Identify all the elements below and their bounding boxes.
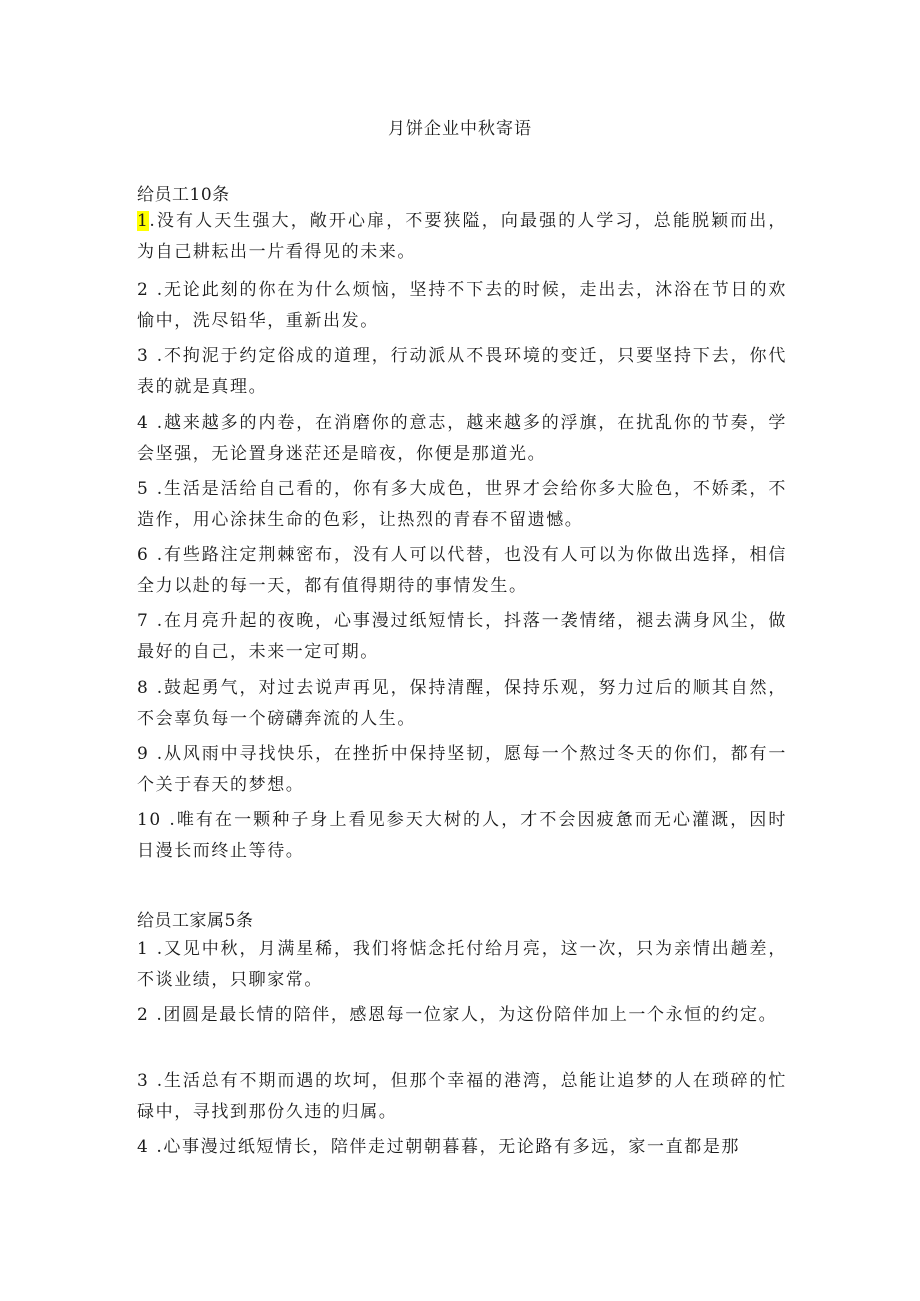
item-number: 4 [137, 1137, 150, 1157]
list-item [137, 275, 787, 337]
item-number: 2 [137, 1005, 150, 1025]
list-item [137, 606, 787, 668]
item-text: .在月亮升起的夜晚，心事漫过纸短情长，抖落一袭情绪，褪去满身风尘，做最好的自己，未来一定可期。 [137, 611, 787, 662]
item-number: 3 [137, 346, 150, 366]
list-item [137, 934, 787, 996]
item-text: .有些路注定荆棘密布，没有人可以代替，也没有人可以为你做出选择，相信全力以赴的每一天，都有值得期待的事情发生。 [137, 545, 787, 596]
list-item [137, 1132, 787, 1163]
item-number: 10 [137, 810, 162, 830]
list-item [137, 540, 787, 602]
item-number: 3 [137, 1071, 150, 1091]
item-number: 6 [137, 545, 150, 565]
item-text: .团圆是最长情的陪伴，感恩每一位家人，为这份陪伴加上一个永恒的约定。 [149, 1005, 778, 1025]
list-item [137, 206, 787, 268]
section-heading-employees: 给员工10条 [137, 185, 230, 205]
list-item [137, 341, 787, 403]
list-item [137, 673, 787, 735]
item-number: 5 [137, 479, 150, 499]
item-number: 4 [137, 413, 150, 433]
item-text: .没有人天生强大，敞开心扉，不要狭隘，向最强的人学习，总能脱颖而出，为自己耕耘出一片看得见的未来。 [137, 211, 787, 262]
item-number: 8 [137, 678, 150, 698]
item-text: .无论此刻的你在为什么烦恼，坚持不下去的时候，走出去，沐浴在节日的欢愉中，洗尽铅华，重新出发。 [137, 280, 787, 331]
item-text: .越来越多的内卷，在消磨你的意志，越来越多的浮旗，在扰乱你的节奏，学会坚强，无论置身迷茫还是暗夜，你便是那道光。 [137, 413, 787, 464]
list-item [137, 805, 787, 867]
item-text: .唯有在一颗种子身上看见参天大树的人，才不会因疲惫而无心灌溉，因时日漫长而终止等待。 [137, 810, 787, 861]
item-number: 2 [137, 280, 150, 300]
list-item [137, 474, 787, 536]
section-heading-families: 给员工家属5条 [137, 911, 254, 931]
item-text: .生活是活给自己看的，你有多大成色，世界才会给你多大脸色，不娇柔，不造作，用心涂抹生命的色彩，让热烈的青春不留遗憾。 [137, 479, 787, 530]
item-text: .从风雨中寻找快乐，在挫折中保持坚韧，愿每一个熬过冬天的你们，都有一个关于春天的梦想。 [137, 744, 787, 795]
item-text: .生活总有不期而遇的坎坷，但那个幸福的港湾，总能让追梦的人在琐碎的忙碌中，寻找到那份久违的归属。 [137, 1071, 787, 1122]
item-number: 1 [137, 939, 150, 959]
item-text: .心事漫过纸短情长，陪伴走过朝朝暮暮，无论路有多远，家一直都是那 [149, 1137, 741, 1157]
item-number: 7 [137, 611, 150, 631]
list-item [137, 408, 787, 470]
item-number: 1 [137, 211, 150, 231]
list-item [137, 1000, 787, 1031]
list-item [137, 739, 787, 801]
list-item [137, 1066, 787, 1128]
page-title: 月饼企业中秋寄语 [388, 119, 532, 139]
item-text: .鼓起勇气，对过去说声再见，保持清醒，保持乐观，努力过后的顺其自然，不会辜负每一个磅礴奔流的人生。 [137, 678, 787, 729]
item-text: .又见中秋，月满星稀，我们将惦念托付给月亮，这一次，只为亲情出趟差，不谈业绩，只聊家常。 [137, 939, 787, 990]
item-text: .不拘泥于约定俗成的道理，行动派从不畏环境的变迁，只要坚持下去，你代表的就是真理。 [137, 346, 787, 397]
item-number: 9 [137, 744, 150, 764]
